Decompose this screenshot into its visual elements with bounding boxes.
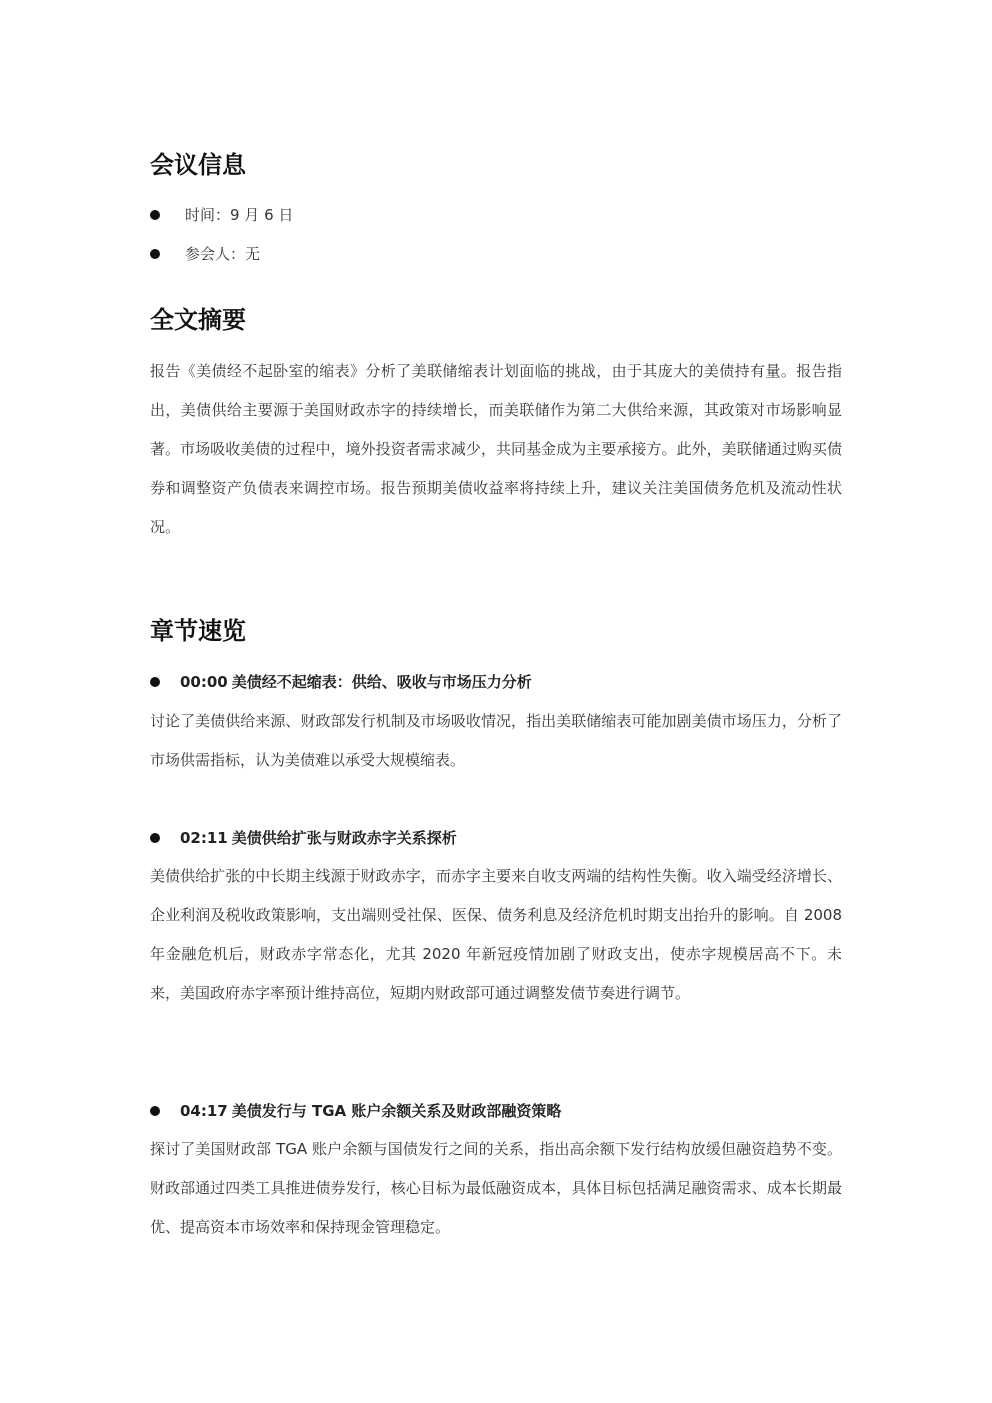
- summary-paragraph: 报告《美债经不起卧室的缩表》分析了美联储缩表计划面临的挑战，由于其庞大的美债持有量。报告指出，美债供给主要源于美国财政赤字的持续增长，而美联储作为第二大供给来源，其政策对市场影响显著。市场吸收美债的过程中，境外投资者需求减少，共同基金成为主要承接方。此外，美联储通过购买债券和调整资产负债表来调控市场。报告预期美债收益率将持续上升，建议关注美国债务危机及流动性状况。: [150, 362, 842, 536]
- meeting-time-item: [150, 203, 842, 227]
- chapter-timestamp: 00:00: [180, 673, 228, 691]
- bullet-icon: [150, 1106, 160, 1116]
- bullet-icon: [150, 249, 160, 259]
- chapter-line: [180, 825, 457, 851]
- summary-heading: 全文摘要: [150, 306, 246, 334]
- chapter-heading-3: [150, 1098, 842, 1124]
- bullet-icon: [150, 210, 160, 220]
- chapter-title: 美债发行与 TGA 账户余额关系及财政部融资策略: [231, 1102, 562, 1120]
- chapter-line: [180, 669, 532, 695]
- meeting-info-heading: 会议信息: [150, 151, 246, 179]
- chapter-paragraph-3: 探讨了美国财政部 TGA 账户余额与国债发行之间的关系，指出高余额下发行结构放缓但融资趋势不变。财政部通过四类工具推进债券发行，核心目标为最低融资成本，具体目标包括满足融资需求、成本长期最优、提高资本市场效率和保持现金管理稳定。: [150, 1140, 842, 1236]
- chapter-line: [180, 1098, 561, 1124]
- chapter-heading-2: [150, 825, 842, 851]
- chapter-title: 美债经不起缩表：供给、吸收与市场压力分析: [231, 673, 532, 691]
- bullet-icon: [150, 677, 160, 687]
- bullet-icon: [150, 833, 160, 843]
- chapter-paragraph-2: 美债供给扩张的中长期主线源于财政赤字，而赤字主要来自收支两端的结构性失衡。收入端受经济增长、企业利润及税收政策影响，支出端则受社保、医保、债务利息及经济危机时期支出抬升的影响。自 2008 年金融危机后，财政赤字常态化，尤其 2020 年新冠疫情加剧了财政支出，使赤字规模居高不下。未来，美国政府赤字率预计维持高位，短期内财政部可通过调整发债节奏进行调节。: [150, 867, 842, 1002]
- chapter-paragraph-1: 讨论了美债供给来源、财政部发行机制及市场吸收情况，指出美联储缩表可能加剧美债市场压力，分析了市场供需指标，认为美债难以承受大规模缩表。: [150, 712, 842, 769]
- chapter-title: 美债供给扩张与财政赤字关系探析: [231, 829, 457, 847]
- chapter-timestamp: 04:17: [180, 1102, 228, 1120]
- meeting-time-text: 时间：9 月 6 日: [185, 206, 294, 224]
- chapters-heading: 章节速览: [150, 617, 246, 645]
- chapter-heading-1: [150, 669, 842, 695]
- meeting-attendees-item: [150, 242, 842, 266]
- meeting-attendees-text: 参会人：无: [185, 245, 261, 263]
- chapter-timestamp: 02:11: [180, 829, 228, 847]
